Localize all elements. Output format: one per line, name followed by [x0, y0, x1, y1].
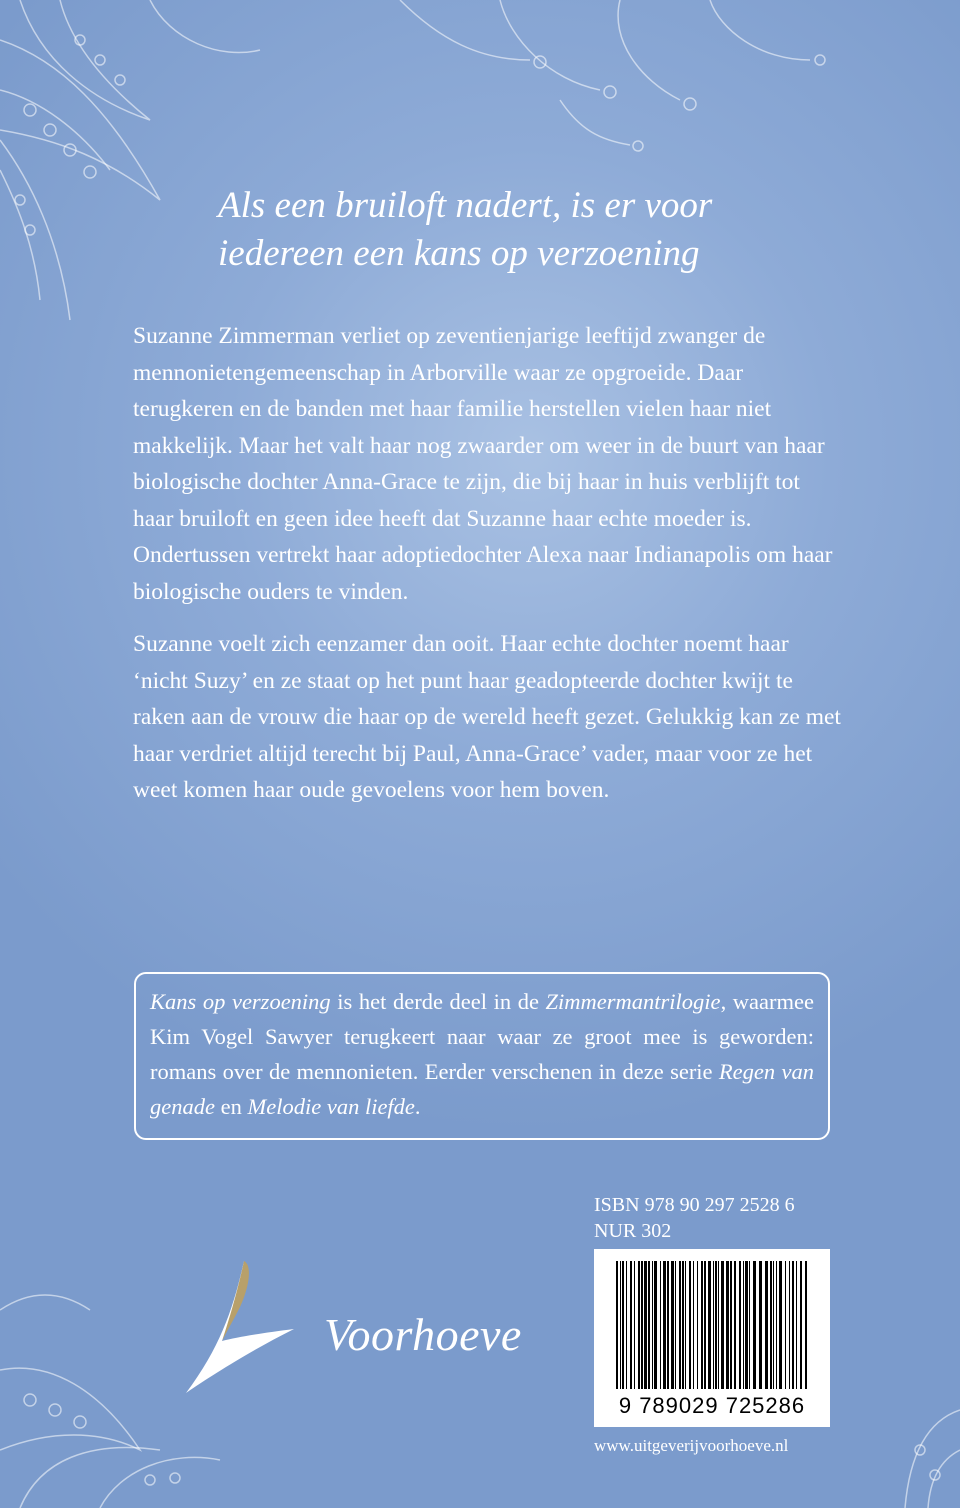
- decorative-ornament-bottom-left: [0, 1250, 260, 1508]
- previous-book-1: Regen van genade: [150, 1059, 814, 1119]
- isbn-number: ISBN 978 90 297 2528 6: [594, 1194, 795, 1216]
- blurb-paragraph-2: Suzanne voelt zich eenzamer dan ooit. Haar echte dochter noemt haar ‘nicht Suzy’ en ze staat op het punt haar geadopteerde dochter kwijt te raken aan de vrouw die haar op de wereld heeft gezet. Gelukkig kan ze met haar verdriet altijd terecht bij Paul, Anna-Grace’ vader, maar voor ze het weet komen haar oude gevoelens voor hem boven.: [133, 631, 841, 803]
- previous-book-2: Melodie van liefde: [247, 1094, 415, 1119]
- blurb-paragraph-1: Suzanne Zimmerman verliet op zeventienjarige leeftijd zwanger de mennonietengemeenschap in Arborville waar ze opgroeide. Daar terugkeren en de banden met haar familie herstellen vielen haar niet makkelijk. Maar het valt haar nog zwaarder om weer in de buurt van haar biologische dochter Anna-Grace te zijn, die bij haar in huis verblijft tot haar bruiloft en geen idee heeft dat Suzanne haar echte moeder is. Ondertussen vertrekt haar adoptiedochter Alexa naar Indianapolis om haar biologische ouders te vinden.: [133, 323, 833, 605]
- publisher-logo-feather-icon: [182, 1255, 302, 1395]
- series-info-box: [134, 972, 830, 1140]
- series-name: Zimmermantrilogie: [545, 989, 721, 1014]
- tagline-line-1: Als een bruiloft nadert, is er voor: [218, 185, 713, 226]
- barcode: [594, 1249, 830, 1427]
- decorative-ornament-top-center: [380, 0, 840, 170]
- isbn-block: [594, 1192, 795, 1244]
- series-text-2: , waarmee Kim Vogel Sawyer terugkeert naar waar ze groot mee is geworden: romans over de mennonieten. Eerder verschenen in deze serie: [150, 989, 814, 1084]
- series-text-1: is het derde deel in de: [330, 989, 546, 1014]
- nur-code: NUR 302: [594, 1220, 672, 1242]
- barcode-digits: 9 789029 725286: [618, 1393, 806, 1418]
- book-title: Kans op verzoening: [150, 989, 331, 1014]
- blurb: [133, 318, 843, 825]
- tagline-line-2: iedereen een kans op verzoening: [218, 233, 700, 274]
- series-text-3: en: [214, 1094, 248, 1119]
- publisher-website: www.uitgeverijvoorhoeve.nl: [594, 1436, 789, 1455]
- series-text-4: .: [414, 1094, 421, 1119]
- tagline: [218, 182, 838, 278]
- publisher-name: Voorhoeve: [324, 1309, 522, 1360]
- decorative-ornament-bottom-right: [860, 1390, 960, 1508]
- decorative-ornament-top-left: [0, 0, 320, 340]
